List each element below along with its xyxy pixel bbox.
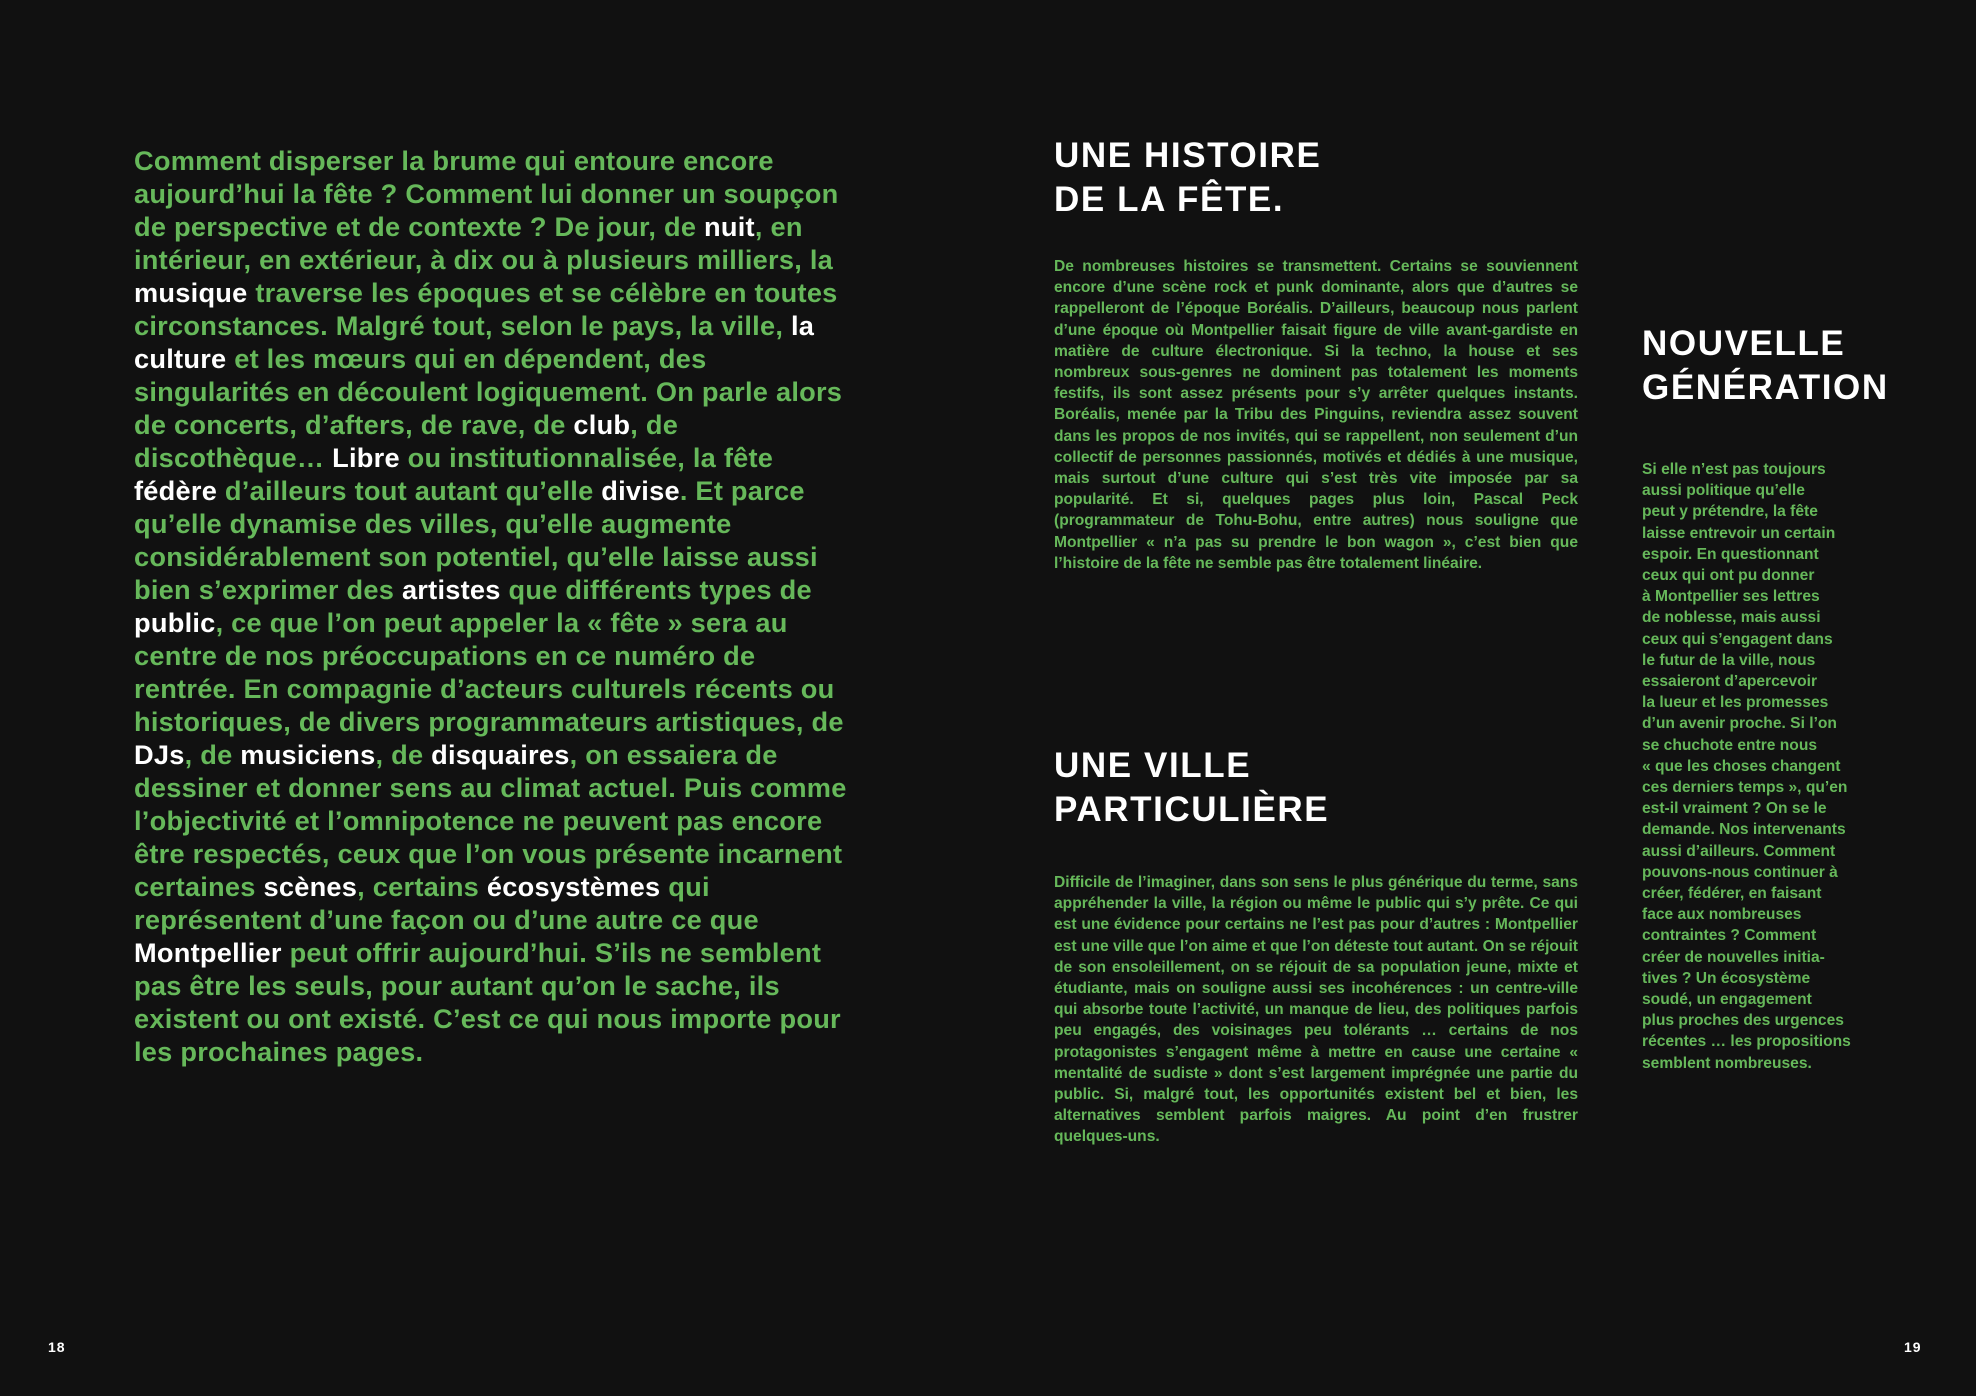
nouvelle-line: tives ? Un écosystème xyxy=(1642,969,1811,987)
body-histoire: De nombreuses histoires se transmettent. Certains se souviennent encore d’une scène rock et punk dominante, alors que d’autres se rappelleront de l’époque Boréalis. D’ailleurs, beaucoup nous parlent d’une époque où Montpellier faisait figure de ville avant-gardiste en matière de culture électronique. Si la techno, la house et ses nombreux sous-genres ne dominent pas totalement les moments festifs, ils sont assez présents pour s’y arrêter quelques instants. Boréalis, menée par la Tribu des Pinguins, reviendra assez souvent dans les propos de nos invités, qui se rappellent, non seulement d’un collectif de personnes passionnés, motivés et dédiés à une musique, mais surtout d’une culture qui s’est très vite imposée par sa popularité. Et si, quelques pages plus loin, Pascal Peck (programmateur de Tohu-Bohu, entre autres) nous souligne que Montpellier « n’a pas su prendre le bon wagon », c’est bien que l’histoire de la fête ne semble pas être totalement linéaire. xyxy=(1054,258,1578,572)
intro-keyword: club xyxy=(573,409,631,440)
intro-text: , de discothèque… xyxy=(134,409,679,473)
nouvelle-line: aussi d’ailleurs. Comment xyxy=(1642,842,1836,860)
intro-keyword: disquaires xyxy=(431,739,570,770)
nouvelle-line: espoir. En questionnant xyxy=(1642,545,1819,563)
intro-keyword: divise xyxy=(601,475,680,506)
body-ville: Difficile de l’imaginer, dans son sens le plus générique du terme, sans appréhender la ville, la région ou même le public qui s’y prête. Ce qui est une évidence pour certains ne l’est pas pour d’autres : Montpellier est une ville que l’on aime et que l’on déteste tout autant. On se réjouit de son ensoleillement, on se réjouit de sa population jeune, mixte et étudiante, mais on souligne aussi ses incohérences : un centre-ville qui absorbe toute l’activité, un manque de lieu, des politiques parfois peu engagés, des voisinages peu tolérants … certains de nos protagonistes s’engagent même à mettre en cause une certaine « mentalité de sudiste » dont s’est largement imprégnée une partie du public. Si, malgré tout, les opportunités existent bel et bien, les alternatives semblent parfois maigres. Au point d’en frustrer quelques-uns. xyxy=(1054,874,1578,1146)
intro-text: . Et parce qu’elle dynamise des villes, qu’elle augmente considérablement son potentiel, qu’elle laisse aussi bien s’exprimer des xyxy=(134,475,818,605)
intro-text: , ce que l’on peut appeler la « fête » sera au centre de nos préoccupations en ce numéro de rentrée. En compagnie d’acteurs culturels récents ou historiques, de divers programmateurs artistiques, de xyxy=(134,607,844,737)
intro-keyword: musiciens xyxy=(240,739,376,770)
nouvelle-line: le futur de la ville, nous xyxy=(1642,651,1816,669)
nouvelle-line: se chuchote entre nous xyxy=(1642,736,1818,754)
nouvelle-line: peut y prétendre, la fête xyxy=(1642,503,1818,521)
heading-histoire-line1: UNE HISTOIRE xyxy=(1054,136,1322,175)
nouvelle-line: pouvons-nous continuer à xyxy=(1642,863,1838,881)
intro-text: que différents types de xyxy=(500,574,812,605)
nouvelle-line: à Montpellier ses lettres xyxy=(1642,588,1820,606)
intro-keyword: artistes xyxy=(401,574,501,605)
nouvelle-line: la lueur et les promesses xyxy=(1642,694,1829,712)
intro-text: Comment disperser la brume qui entoure encore aujourd’hui la fête ? Comment lui donner un soupçon de perspective et de contexte ? De jour, de xyxy=(134,145,839,242)
intro-keyword: écosystèmes xyxy=(486,871,661,902)
intro-text: , on essaiera de dessiner et donner sens au climat actuel. Puis comme l’objectivité et l’omnipotence ne peuvent pas encore être respectés, ceux que l’on vous présente incarnent certaines xyxy=(134,739,847,902)
intro-keyword: la culture xyxy=(134,310,815,374)
nouvelle-line: « que les choses changent xyxy=(1642,757,1841,775)
intro-paragraph xyxy=(134,144,854,1068)
nouvelle-line: ces derniers temps », qu’en xyxy=(1642,779,1848,797)
nouvelle-line: soudé, un engagement xyxy=(1642,991,1812,1009)
nouvelle-line: semblent nombreuses. xyxy=(1642,1054,1812,1072)
nouvelle-line: face aux nombreuses xyxy=(1642,906,1802,924)
page-number-right: 19 xyxy=(1904,1339,1922,1355)
nouvelle-line: récentes … les propositions xyxy=(1642,1033,1851,1051)
intro-text: peut offrir aujourd’hui. S’ils ne semblent pas être les seuls, pour autant qu’on le sache, ils existent ou ont existé. C’est ce qui nous importe pour les prochaines pages. xyxy=(134,937,841,1067)
nouvelle-line: créer, fédérer, en faisant xyxy=(1642,885,1822,903)
nouvelle-line: aussi politique qu’elle xyxy=(1642,482,1805,500)
body-nouvelle-generation xyxy=(1642,459,1932,1074)
intro-text: , en intérieur, en extérieur, à dix ou à plusieurs milliers, la xyxy=(134,211,833,275)
intro-keyword: public xyxy=(134,607,216,638)
nouvelle-line: plus proches des urgences xyxy=(1642,1012,1844,1030)
intro-keyword: Libre xyxy=(332,442,400,473)
nouvelle-line: est-il vraiment ? On se le xyxy=(1642,800,1827,818)
intro-keyword: fédère xyxy=(134,475,218,506)
heading-histoire xyxy=(1054,134,1321,222)
intro-text: , de xyxy=(184,739,241,770)
intro-text: d’ailleurs tout autant qu’elle xyxy=(217,475,602,506)
nouvelle-line: ceux qui s’engagent dans xyxy=(1642,630,1833,648)
intro-keyword: DJs xyxy=(134,739,185,770)
intro-text: ou institutionnalisée, la fête xyxy=(399,442,774,473)
nouvelle-line: contraintes ? Comment xyxy=(1642,927,1817,945)
nouvelle-line: de noblesse, mais aussi xyxy=(1642,609,1821,627)
heading-histoire-line2: DE LA FÊTE. xyxy=(1054,180,1285,219)
heading-ville-line1: UNE VILLE xyxy=(1054,746,1252,785)
intro-keyword: musique xyxy=(134,277,248,308)
heading-nouvelle-line1: NOUVELLE xyxy=(1642,324,1846,363)
nouvelle-line: créer de nouvelles initia- xyxy=(1642,948,1825,966)
intro-text: , certains xyxy=(357,871,487,902)
heading-nouvelle-line2: GÉNÉRATION xyxy=(1642,368,1889,407)
intro-keyword: Montpellier xyxy=(134,937,282,968)
page-number-left: 18 xyxy=(48,1339,66,1355)
nouvelle-line: d’un avenir proche. Si l’on xyxy=(1642,715,1837,733)
nouvelle-line: ceux qui ont pu donner xyxy=(1642,567,1815,585)
heading-nouvelle-generation xyxy=(1642,322,1889,410)
intro-text: et les mœurs qui en dépendent, des singularités en découlent logiquement. On parle alors de concerts, d’afters, de rave, de xyxy=(134,343,843,440)
intro-text: traverse les époques et se célèbre en toutes circonstances. Malgré tout, selon le pays, la ville, xyxy=(134,277,838,341)
nouvelle-line: laisse entrevoir un certain xyxy=(1642,524,1836,542)
nouvelle-line: Si elle n’est pas toujours xyxy=(1642,461,1826,478)
heading-ville xyxy=(1054,744,1329,832)
nouvelle-line: demande. Nos intervenants xyxy=(1642,821,1846,839)
intro-text: , de xyxy=(375,739,432,770)
intro-keyword: nuit xyxy=(704,211,755,242)
heading-ville-line2: PARTICULIÈRE xyxy=(1054,790,1330,829)
intro-keyword: scènes xyxy=(263,871,358,902)
nouvelle-line: essaieront d’apercevoir xyxy=(1642,673,1818,691)
intro-text: qui représentent d’une façon ou d’une autre ce que xyxy=(134,871,759,935)
